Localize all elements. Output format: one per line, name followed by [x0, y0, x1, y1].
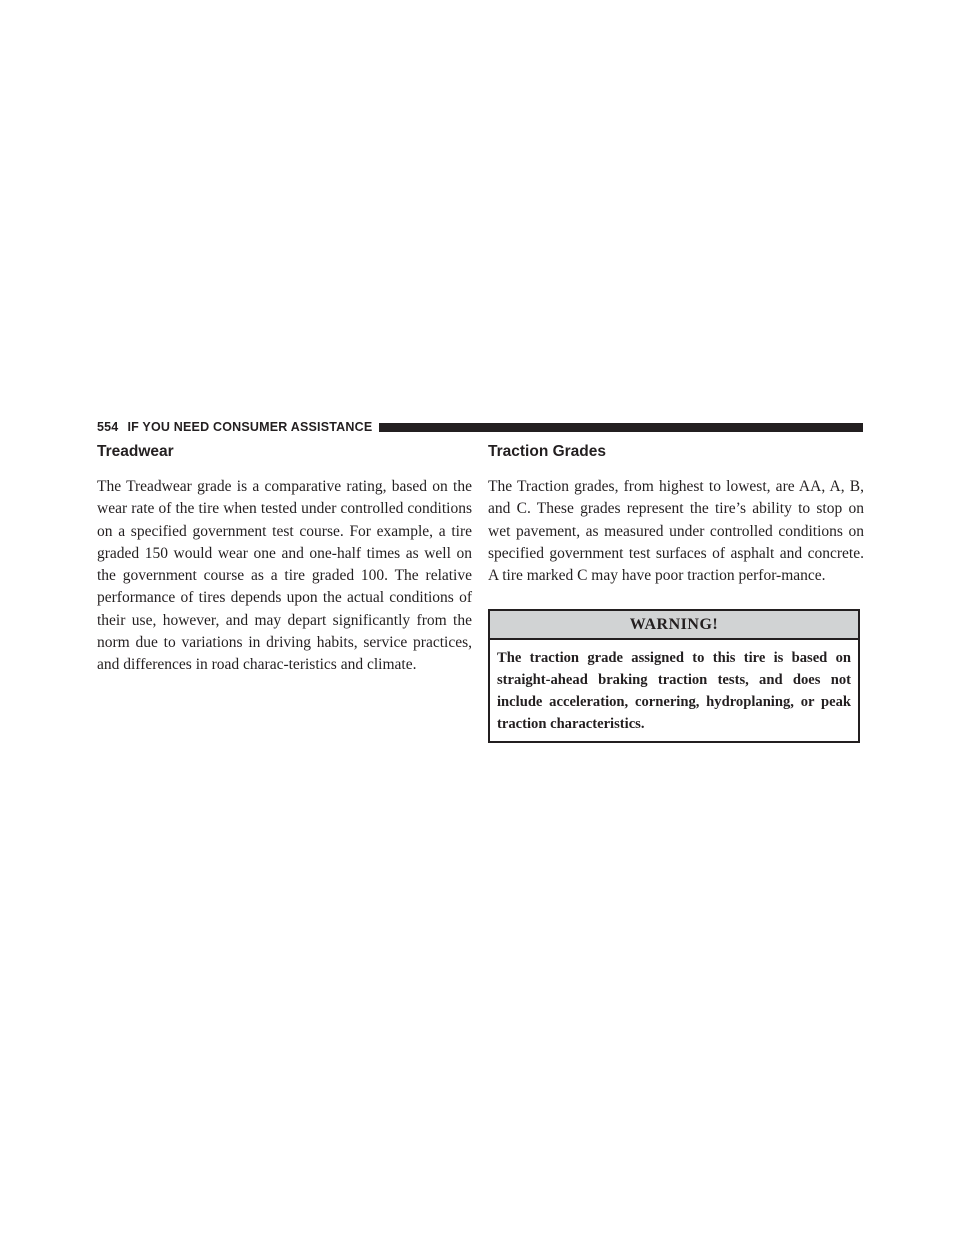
warning-box: [488, 609, 860, 743]
treadwear-paragraph: The Treadwear grade is a comparative rating, based on the wear rate of the tire when tested under controlled conditions on a specified government test course. For example, a tire graded 150 would wear one and one-half times as well on the government course as a tire graded 100. The relative performance of tires depends upon the actual conditions of their use, however, and may depart significantly from the norm due to variations in driving habits, service practices, and differences in road charac-teristics and climate.: [97, 478, 472, 674]
page-header: [97, 419, 863, 435]
right-column: [488, 443, 864, 743]
page-number: 554: [97, 420, 119, 434]
treadwear-heading: Treadwear: [97, 443, 174, 460]
traction-paragraph: The Traction grades, from highest to lowest, are AA, A, B, and C. These grades represent the tire’s ability to stop on wet pavement, as measured under controlled conditions on specified government test surfaces of asphalt and concrete. A tire marked C may have poor traction perfor-mance.: [488, 478, 864, 585]
warning-text: The traction grade assigned to this tire is based on straight-ahead braking traction tests, and does not include acceleration, cornering, hydroplaning, or peak traction characteristics.: [497, 650, 851, 733]
traction-heading: Traction Grades: [488, 443, 607, 460]
section-title: IF YOU NEED CONSUMER ASSISTANCE: [127, 420, 373, 434]
header-rule: [379, 423, 863, 432]
warning-title: WARNING!: [490, 611, 858, 640]
left-column: [97, 443, 472, 677]
